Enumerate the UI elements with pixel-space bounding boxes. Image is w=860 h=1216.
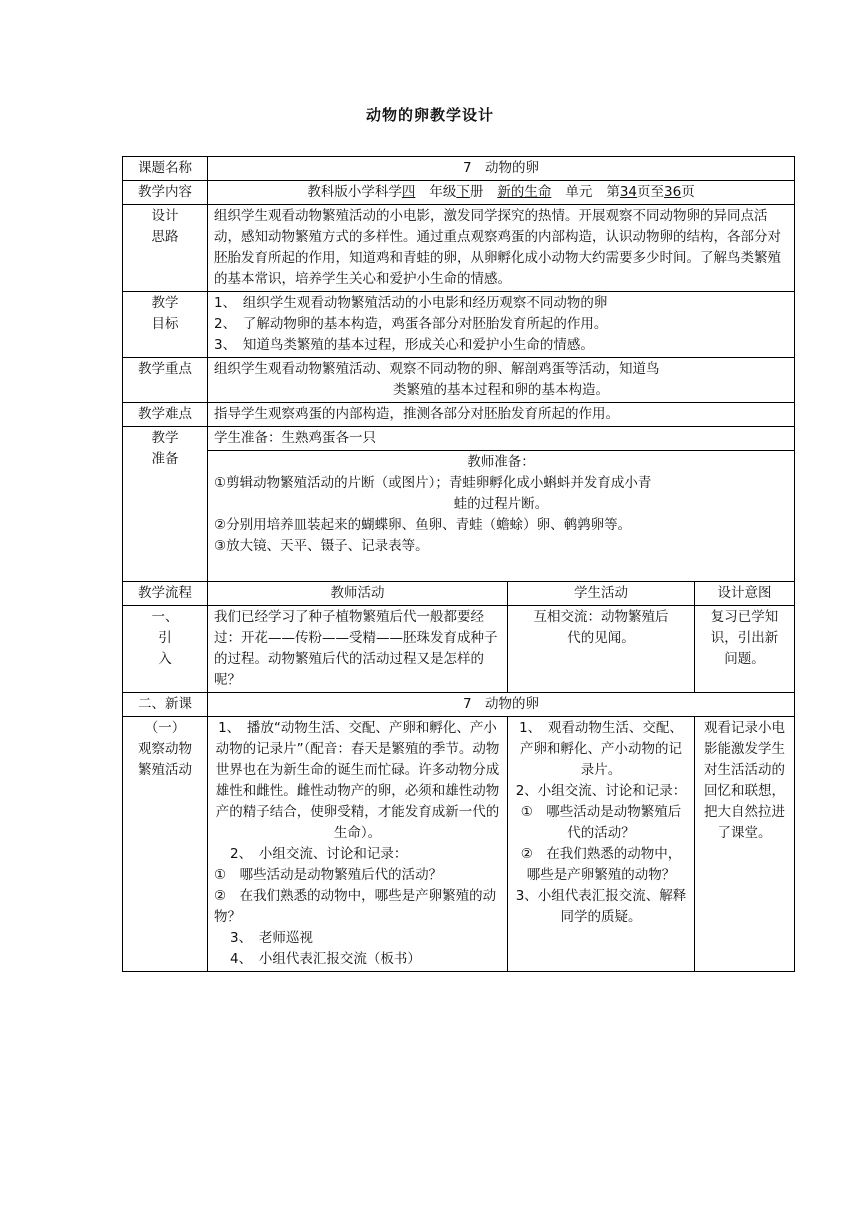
observe-teacher-6: 4、 小组代表汇报交流（板书） <box>230 951 421 967</box>
observe-intent: 观看记录小电影能激发学生对生活活动的回忆和联想，把大自然拉进了课堂。 <box>695 717 795 972</box>
label-design-1: 设计 <box>151 208 179 224</box>
intro-student <box>508 606 695 693</box>
intro-student-1: 互相交流：动物繁殖后 <box>533 609 669 625</box>
observe-step <box>123 717 208 972</box>
intro-intent <box>695 606 795 693</box>
row-content <box>123 181 795 205</box>
content-grade-word: 年级 <box>429 184 457 200</box>
header-flow: 教学流程 <box>123 582 208 606</box>
intro-teacher: 我们已经学习了种子植物繁殖后代一般都要经过：开花——传粉——受精——胚珠发育成种子的过程。动物繁殖后代的活动过程又是怎样的呢？ <box>208 606 508 693</box>
content-term-word: 册 <box>469 184 484 200</box>
observe-student-5: 3、小组代表汇报交流、解释同学的质疑。 <box>515 888 687 925</box>
label-goals-1: 教学 <box>151 295 179 311</box>
value-key-points <box>208 358 795 403</box>
label-prep-1: 教学 <box>151 430 179 446</box>
observe-teacher-3: ① 哪些活动是动物繁殖后代的活动？ <box>214 867 443 883</box>
observe-student-1: 1、 观看动物生活、交配、产卵和孵化、产小动物的记录片。 <box>519 720 683 778</box>
row-goals <box>123 292 795 358</box>
observe-teacher-4: ② 在我们熟悉的动物中，哪些是产卵繁殖的动物？ <box>214 888 497 925</box>
intro-step-2: 引 <box>158 630 172 646</box>
key-points-line-2: 类繁殖的基本过程和卵的基本构造。 <box>393 382 610 398</box>
lesson-plan-table <box>122 156 795 972</box>
label-design-2: 思路 <box>151 229 179 245</box>
row-prep-teacher <box>123 451 795 582</box>
content-page-word: 第 <box>606 184 620 200</box>
row-title <box>123 157 795 181</box>
header-student: 学生活动 <box>508 582 695 606</box>
row-flow-header <box>123 582 795 606</box>
row-design <box>123 205 795 292</box>
observe-step-1: （一） <box>144 720 186 736</box>
header-teacher: 教师活动 <box>208 582 508 606</box>
observe-student-3: ① 哪些活动是动物繁殖后代的活动？ <box>520 804 682 841</box>
label-goals <box>123 292 208 358</box>
prep-teacher-item-1-cont: 蛙的过程片断。 <box>453 496 549 512</box>
content-textbook: 教科版小学科学 <box>307 184 402 200</box>
prep-teacher-item-1: ①剪辑动物繁殖活动的片断（或图片）；青蛙卵孵化成小蝌蚪并发育成小青 <box>214 475 652 491</box>
key-points-line-1: 组织学生观看动物繁殖活动、观察不同动物的卵、解剖鸡蛋等活动，知道鸟 <box>214 361 660 377</box>
intro-step-3: 入 <box>158 651 172 667</box>
goal-item: 1、 组织学生观看动物繁殖活动的小电影和经历观察不同动物的卵 <box>214 295 608 311</box>
observe-teacher-1: 1、 播放“动物生活、交配、产卵和孵化、产小动物的记录片”（配音：春天是繁殖的季节。动物世界也在为新生命的诞生而忙碌。许多动物分成雄性和雌性。雌性动物产的卵，必须和雄性动物产的精子结合，使卵受精，才能发育成新一代的生命）。 <box>215 720 500 841</box>
new-lesson-label: 二、新课 <box>123 693 208 717</box>
goal-item: 3、 知道鸟类繁殖的基本过程，形成关心和爱护小生命的情感。 <box>214 337 594 353</box>
intro-intent-3: 问题。 <box>724 651 765 667</box>
prep-teacher-item-3: ③放大镜、天平、镊子、记录表等。 <box>214 538 429 554</box>
prep-teacher-heading: 教师准备： <box>467 454 535 470</box>
observe-student <box>508 717 695 972</box>
intro-intent-1: 复习已学知 <box>710 609 779 625</box>
label-difficult-points: 教学难点 <box>123 403 208 427</box>
intro-step-1: 一、 <box>151 609 179 625</box>
content-term: 下 <box>456 184 470 200</box>
intro-step <box>123 606 208 693</box>
observe-teacher <box>208 717 508 972</box>
value-prep-teacher <box>208 451 795 582</box>
goal-item: 2、 了解动物卵的基本构造，鸡蛋各部分对胚胎发育所起的作用。 <box>214 316 608 332</box>
observe-step-3: 繁殖活动 <box>138 762 192 778</box>
new-lesson-title: 7 动物的卵 <box>208 693 795 717</box>
observe-teacher-5: 3、 老师巡视 <box>230 930 313 946</box>
row-intro <box>123 606 795 693</box>
content-page-to: 页至 <box>637 184 665 200</box>
observe-student-2: 2、小组交流、讨论和记录： <box>515 783 687 799</box>
content-grade: 四 <box>401 184 416 200</box>
value-difficult-points: 指导学生观察鸡蛋的内部构造，推测各部分对胚胎发育所起的作用。 <box>208 403 795 427</box>
label-key-points: 教学重点 <box>123 358 208 403</box>
intro-student-2: 代的见闻。 <box>567 630 635 646</box>
row-prep-student <box>123 427 795 451</box>
row-difficult-points <box>123 403 795 427</box>
observe-teacher-2: 2、 小组交流、讨论和记录： <box>230 846 408 862</box>
intro-intent-2: 识，引出新 <box>710 630 779 646</box>
content-unit-word: 单元 <box>565 184 593 200</box>
header-intent: 设计意图 <box>695 582 795 606</box>
label-goals-2: 目标 <box>151 316 179 332</box>
value-title: 7 动物的卵 <box>208 157 795 181</box>
row-observe <box>123 717 795 972</box>
row-key-points <box>123 358 795 403</box>
value-design: 组织学生观看动物繁殖活动的小电影，激发同学探究的热情。开展观察不同动物卵的异同点活动，感知动物繁殖方式的多样性。通过重点观察鸡蛋的内部构造，认识动物卵的结构，各部分对胚胎发育所起的作用，知道鸡和青蛙的卵，从卵孵化成小动物大约需要多少时间。了解鸟类繁殖的基本常识，培养学生关心和爱护小生命的情感。 <box>208 205 795 292</box>
content-page-suffix: 页 <box>681 184 695 200</box>
label-content: 教学内容 <box>123 181 208 205</box>
content-page-start: 34 <box>619 184 638 200</box>
observe-student-4: ② 在我们熟悉的动物中，哪些是产卵繁殖的动物？ <box>520 846 682 883</box>
label-prep-2: 准备 <box>151 451 179 467</box>
content-unit: 新的生命 <box>497 184 552 200</box>
content-page-end: 36 <box>664 184 682 200</box>
observe-step-2: 观察动物 <box>138 741 192 757</box>
label-design <box>123 205 208 292</box>
label-prep <box>123 427 208 582</box>
label-title: 课题名称 <box>123 157 208 181</box>
prep-teacher-item-2: ②分别用培养皿装起来的蝴蝶卵、鱼卵、青蛙（蟾蜍）卵、鹌鹑卵等。 <box>214 517 632 533</box>
row-new-lesson <box>123 693 795 717</box>
value-content <box>208 181 795 205</box>
document-title: 动物的卵教学设计 <box>365 106 494 124</box>
value-prep-student: 学生准备：生熟鸡蛋各一只 <box>208 427 795 451</box>
value-goals <box>208 292 795 358</box>
